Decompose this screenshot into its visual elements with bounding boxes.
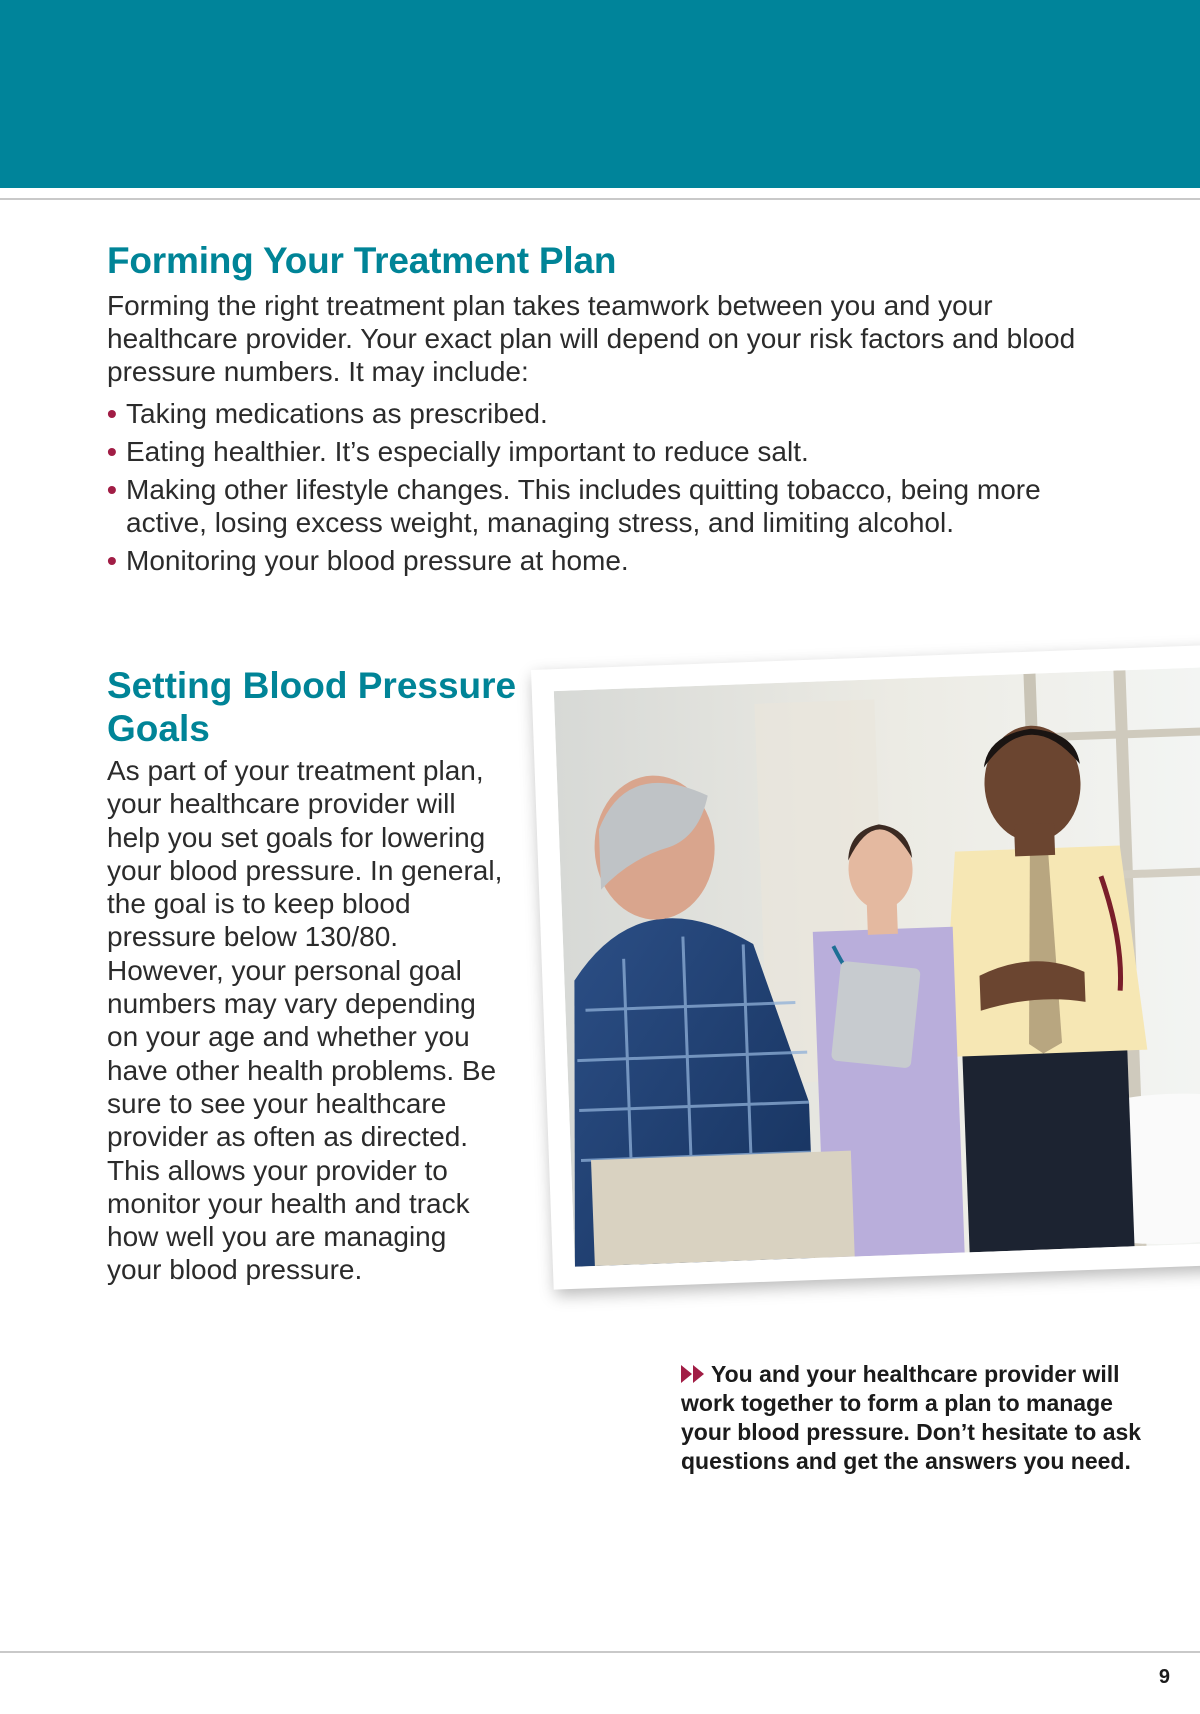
header-divider <box>0 198 1200 200</box>
clinic-photo <box>531 644 1200 1289</box>
list-item <box>107 473 1087 539</box>
section-heading-treatment-plan: Forming Your Treatment Plan <box>107 240 617 281</box>
bullet-icon: • <box>107 436 117 467</box>
bullet-icon: • <box>107 474 117 505</box>
page-number: 9 <box>1158 1666 1170 1688</box>
list-item-text: Taking medications as prescribed. <box>126 398 548 429</box>
list-item <box>107 397 1087 430</box>
section-heading-blood-pressure-goals: Setting Blood Pressure Goals <box>107 665 517 749</box>
callout-note <box>681 1360 1161 1476</box>
bullet-icon: • <box>107 398 117 429</box>
treatment-plan-list <box>107 397 1087 582</box>
list-item-text: Eating healthier. It’s especially important to reduce salt. <box>126 436 809 467</box>
header-band <box>0 0 1200 188</box>
footer-divider <box>0 1651 1200 1653</box>
blood-pressure-goals-body: As part of your treatment plan, your healthcare provider will help you set goals for lowering your blood pressure. In general, the goal is to keep blood pressure below 130/80. However, your personal goal numbers may vary depending on your age and whether you have other health problems. Be sure to see your healthcare provider as often as directed. This allows your provider to monitor your health and track how well you are managing your blood pressure. <box>107 755 503 1286</box>
list-item <box>107 544 1087 577</box>
bullet-icon: • <box>107 545 117 576</box>
list-item-text: Monitoring your blood pressure at home. <box>126 545 629 576</box>
treatment-plan-intro: Forming the right treatment plan takes teamwork between you and your healthcare provider. Your exact plan will depend on your risk factors and blood pressure numbers. It may include: <box>107 290 1076 387</box>
double-arrow-right-icon <box>681 1365 707 1383</box>
list-item <box>107 435 1087 468</box>
clinic-photo-illustration <box>554 666 1200 1267</box>
callout-text: You and your healthcare provider will work together to form a plan to manage your blood pressure. Don’t hesitate to ask questions and get the answers you need. <box>681 1361 1142 1474</box>
list-item-text: Making other lifestyle changes. This includes quitting tobacco, being more active, losing excess weight, managing stress, and limiting alcohol. <box>126 474 1041 538</box>
